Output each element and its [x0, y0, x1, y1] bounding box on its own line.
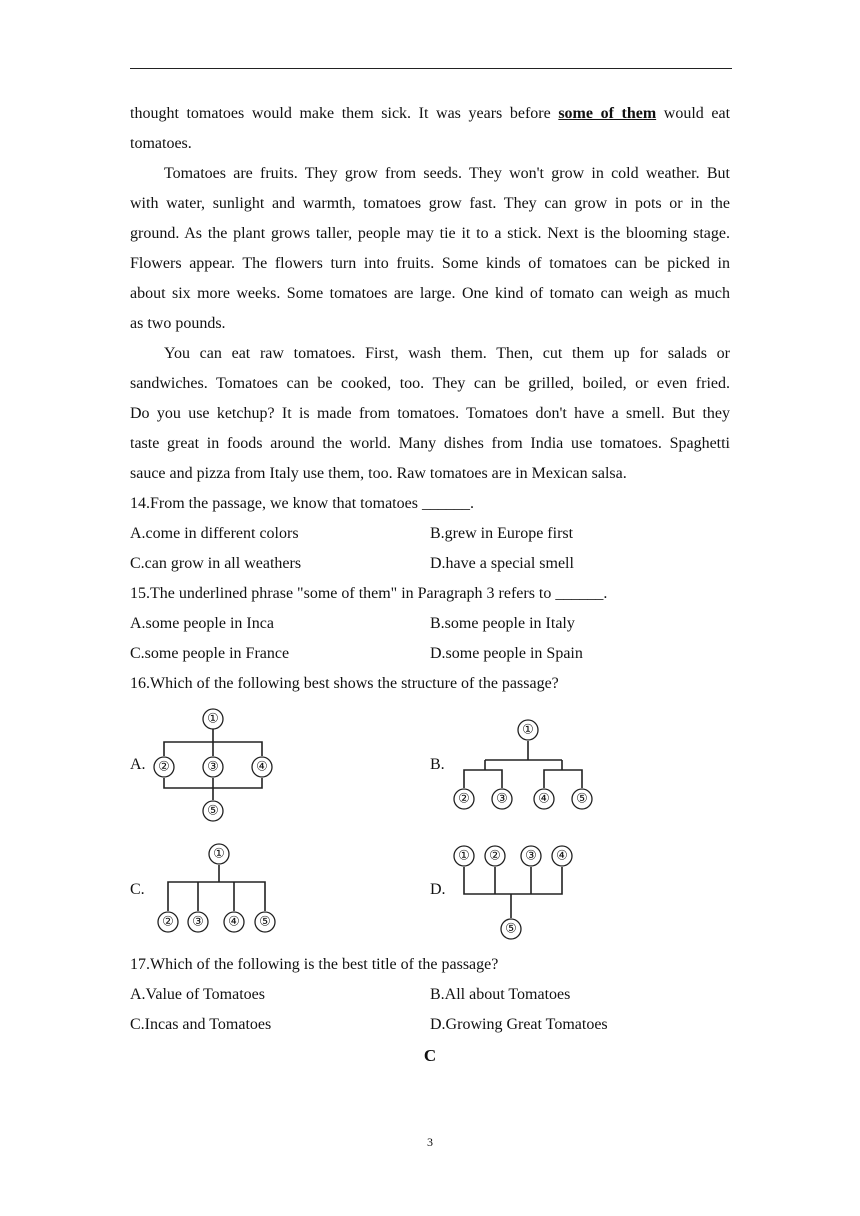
q15-option-b: B.some people in Italy [430, 615, 575, 632]
passage-line: You can eat raw tomatoes. First, wash them. Then, cut them up for salads or [164, 345, 730, 362]
diagram-node-label: ⑤ [576, 791, 588, 807]
passage-line: with water, sunlight and warmth, tomatoes grow fast. They can grow in pots or in the [130, 195, 730, 212]
q14-option-a: A.come in different colors [130, 525, 299, 542]
diagram-node-label: ⑤ [505, 921, 517, 937]
q14-option-d: D.have a special smell [430, 555, 574, 572]
passage-line [130, 99, 730, 129]
diagram-node-label: ③ [496, 791, 508, 807]
header-rule [130, 68, 732, 69]
q17-option-b: B.All about Tomatoes [430, 986, 571, 1003]
q17-option-a: A.Value of Tomatoes [130, 986, 265, 1003]
diagram-node-label: ① [213, 846, 225, 862]
structure-diagram-b [450, 712, 600, 817]
q17-option-c: C.Incas and Tomatoes [130, 1016, 272, 1033]
q16-option-b-label: B. [430, 756, 445, 773]
passage-line: Flowers appear. The flowers turn into fruits. Some kinds of tomatoes can be picked in [130, 255, 730, 272]
diagram-node-label: ④ [556, 848, 568, 864]
passage-line: Tomatoes are fruits. They grow from seeds. They won't grow in cold weather. But [164, 165, 730, 182]
passage-line: ground. As the plant grows taller, people may tie it to a stick. Next is the blooming stage. [130, 225, 730, 242]
passage-line: tomatoes. [130, 135, 192, 152]
diagram-node-label: ② [158, 759, 170, 775]
diagram-node-label: ③ [192, 914, 204, 930]
page-number: 3 [427, 1135, 433, 1149]
q15-option-c: C.some people in France [130, 645, 290, 662]
passage-line: Do you use ketchup? It is made from tomatoes. Tomatoes don't have a smell. But they [130, 405, 730, 422]
passage-line: taste great in foods around the world. Many dishes from India use tomatoes. Spaghetti [130, 435, 730, 452]
structure-diagram-c [150, 840, 290, 940]
diagram-node-label: ① [522, 722, 534, 738]
q14-option-c: C.can grow in all weathers [130, 555, 302, 572]
passage-text: would eat [656, 105, 731, 122]
section-heading: C [423, 1046, 437, 1065]
diagram-node-label: ① [458, 848, 470, 864]
passage-line: sauce and pizza from Italy use them, too. Raw tomatoes are in Mexican salsa. [130, 465, 627, 482]
structure-diagram-d [450, 842, 580, 944]
diagram-node-label: ⑤ [207, 803, 219, 819]
diagram-node-label: ④ [228, 914, 240, 930]
q15-option-a: A.some people in Inca [130, 615, 274, 632]
structure-diagram-a [150, 700, 280, 830]
diagram-node-label: ③ [525, 848, 537, 864]
diagram-node-label: ② [458, 791, 470, 807]
diagram-node-label: ③ [207, 759, 219, 775]
diagram-node-label: ① [207, 711, 219, 727]
q14-option-b: B.grew in Europe first [430, 525, 574, 542]
diagram-node-label: ② [162, 914, 174, 930]
question-14-stem: 14.From the passage, we know that tomatoes ______. [130, 495, 474, 512]
question-17-stem: 17.Which of the following is the best title of the passage? [130, 956, 499, 973]
diagram-node-label: ④ [256, 759, 268, 775]
diagram-node-label: ② [489, 848, 501, 864]
passage-line: about six more weeks. Some tomatoes are large. One kind of tomato can weigh as much [130, 285, 730, 302]
question-16-stem: 16.Which of the following best shows the structure of the passage? [130, 675, 559, 692]
q16-option-c-label: C. [130, 881, 145, 898]
diagram-node-label: ⑤ [259, 914, 271, 930]
passage-text: thought tomatoes would make them sick. It was years before [130, 105, 559, 122]
passage-line: as two pounds. [130, 315, 226, 332]
q17-option-d: D.Growing Great Tomatoes [430, 1016, 608, 1033]
passage-line: sandwiches. Tomatoes can be cooked, too. They can be grilled, boiled, or even fried. [130, 375, 730, 392]
q16-option-d-label: D. [430, 881, 446, 898]
q16-option-a-label: A. [130, 756, 146, 773]
underlined-phrase: some of them [558, 105, 657, 122]
question-15-stem: 15.The underlined phrase "some of them" in Paragraph 3 refers to ______. [130, 585, 608, 602]
q15-option-d: D.some people in Spain [430, 645, 583, 662]
diagram-node-label: ④ [538, 791, 550, 807]
